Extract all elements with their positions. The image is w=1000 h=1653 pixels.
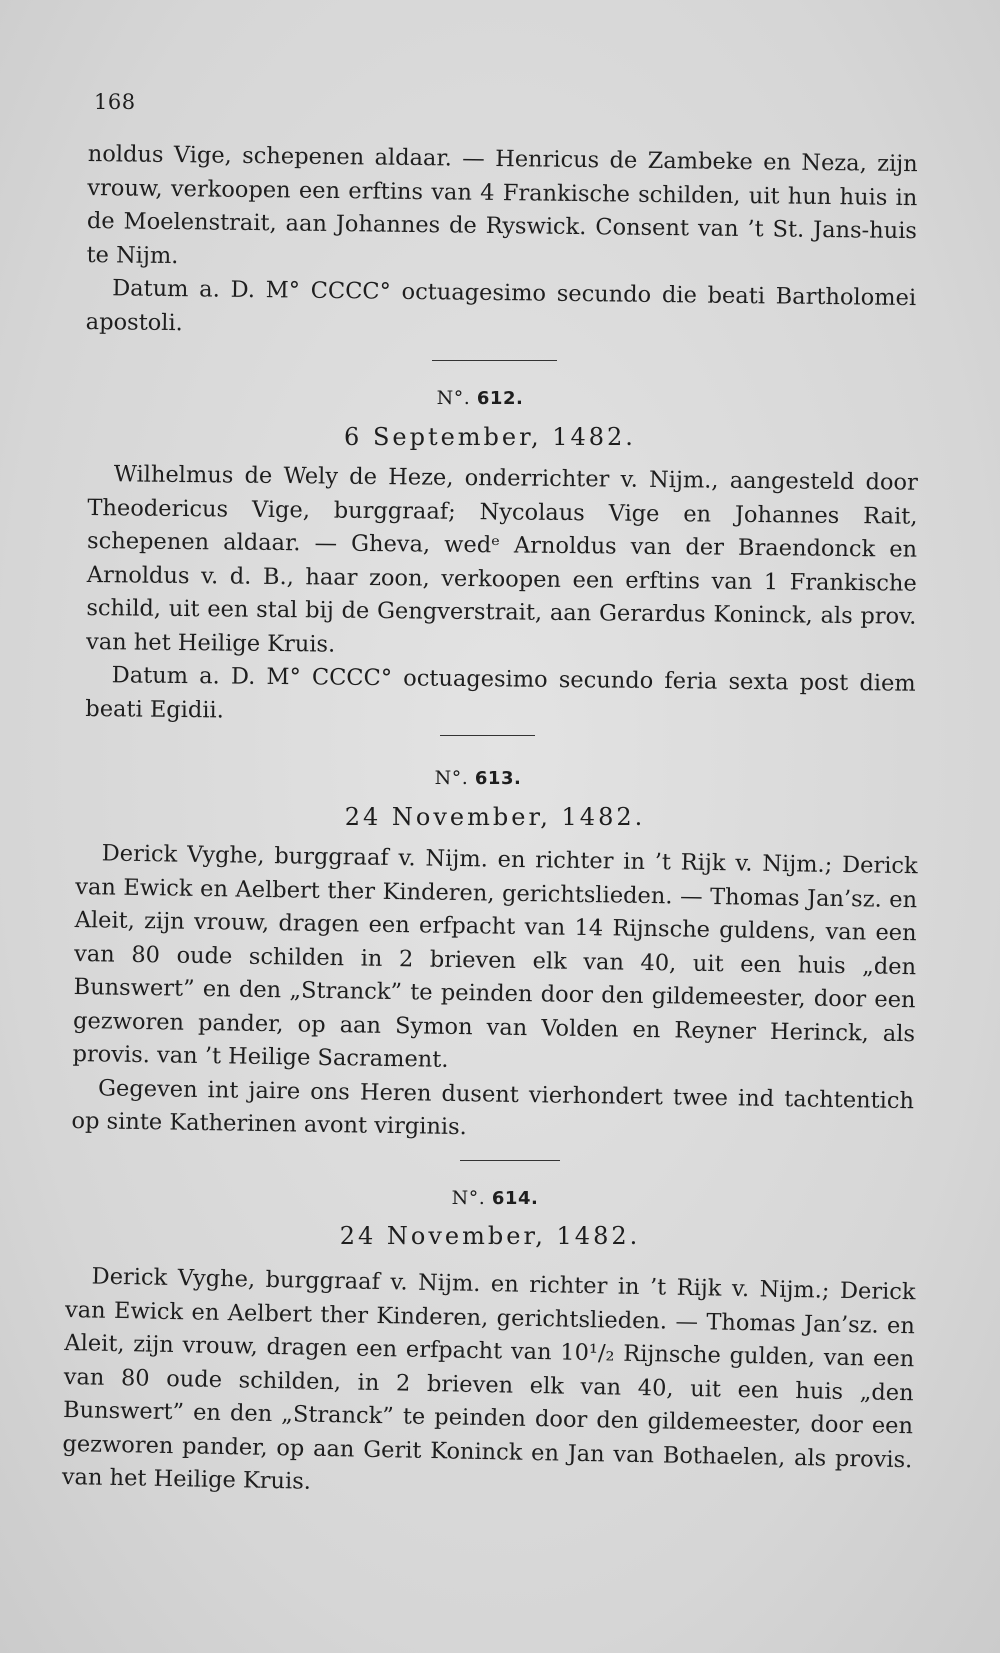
section-divider	[460, 1160, 560, 1161]
page-number: 168	[94, 90, 136, 114]
entry-number-prefix: N°.	[434, 767, 469, 789]
entry-number-value: 614.	[491, 1188, 539, 1209]
entry-date-613: 24 November, 1482.	[344, 803, 646, 831]
entry-number-613	[378, 767, 578, 789]
entry-body-614	[61, 1260, 915, 1511]
intro-section	[86, 138, 918, 349]
entry-summary-paragraph: Derick Vyghe, burggraaf v. Nijm. en richter in ’t Rijk v. Nijm.; Derick van Ewick en Aelbert ther Kinderen, gerichtslieden. — Thomas Jan’sz. en Aleit, zijn vrouw, dragen een erfpacht van 14 Rijnsche guldens, van een van 80 oude schilden in 2 brieven elk van 40, uit een huis „den Bunswert” en den „Stranck” te peinden door den gildemeester, door een gezworen pander, op aan Symon van Volden en Reyner Herinck, als provis. van ’t Heilige Sacrament.	[72, 840, 918, 1073]
entry-body-612	[85, 458, 918, 735]
intro-dating-clause: Datum a. D. M° CCCC° octuagesimo secundo die beati Bartholomei apostoli.	[85, 275, 917, 336]
entry-summary-paragraph: Derick Vyghe, burggraaf v. Nijm. en richter in ’t Rijk v. Nijm.; Derick van Ewick en Aelbert ther Kinderen, gerichtslieden. — Thomas Jan’sz. en Aleit, zijn vrouw, dragen een erfpacht van 10¹/₂ Rijnsche gulden, van een van 80 oude schilden, in 2 brieven elk van 40, uit een huis „den Bunswert” en den „Stranck” te peinden door den gildemeester, door een gezworen pander, op aan Gerit Koninck en Jan van Bothaelen, als provis. van het Heilige Kruis.	[61, 1263, 916, 1495]
entry-number-614	[395, 1187, 595, 1209]
entry-number-value: 613.	[474, 768, 522, 789]
section-divider	[440, 735, 535, 736]
intro-paragraph: noldus Vige, schepenen aldaar. — Henricus de Zambeke en Neza, zijn vrouw, verkoopen een erftins van 4 Frankische schilden, uit hun huis in de Moelenstrait, aan Johannes de Ryswick. Consent van ’t St. Jans-huis te Nijm.	[86, 140, 918, 269]
entry-dating-clause: Gegeven int jaire ons Heren dusent vierhondert twee ind tachtentich op sinte Katherinen avont virginis.	[71, 1074, 915, 1141]
section-divider	[432, 360, 557, 361]
entry-date-612: 6 September, 1482.	[344, 423, 636, 451]
entry-summary-paragraph: Wilhelmus de Wely de Heze, onderrichter v. Nijm., aangesteld door Theodericus Vige, burggraaf; Nycolaus Vige en Johannes Rait, schepenen aldaar. — Gheva, wedᵉ Arnoldus van der Braendonck en Arnoldus v. d. B., haar zoon, verkoopen een erftins van 1 Frankische schild, uit een stal bij de Gengverstrait, aan Gerardus Koninck, als prov. van het Heilige Kruis.	[85, 461, 918, 658]
entry-date-614: 24 November, 1482.	[339, 1222, 641, 1250]
entry-number-612	[380, 387, 580, 409]
entry-number-prefix: N°.	[436, 387, 471, 409]
entry-number-value: 612.	[476, 388, 524, 409]
entry-number-prefix: N°.	[451, 1187, 486, 1209]
entry-body-613	[71, 837, 918, 1152]
entry-dating-clause: Datum a. D. M° CCCC° octuagesimo secundo feria sexta post diem beati Egidii.	[85, 662, 916, 723]
